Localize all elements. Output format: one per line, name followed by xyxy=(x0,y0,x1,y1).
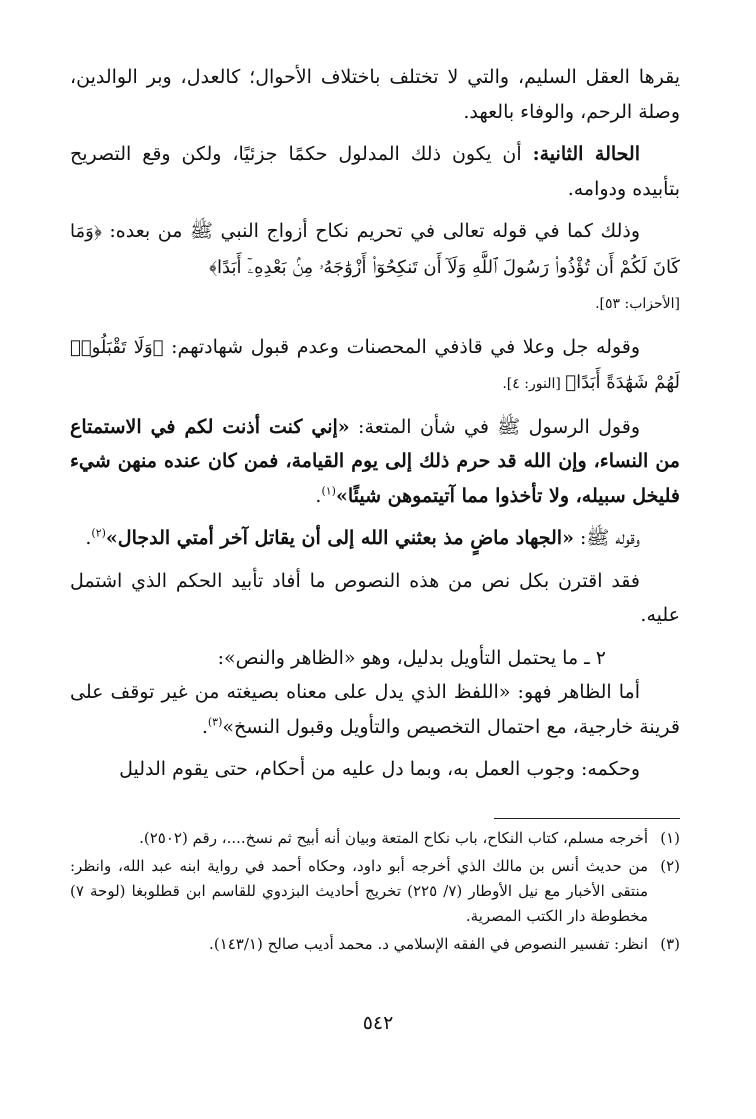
quran-verse-ahzab: ﴿وَمَا كَانَ لَكُمْ أَن تُؤْذُوا۟ رَسُولَ ٱللَّهِ وَلَآ أَن تَنكِحُوٓا۟ أَزْوَٰجَهُۥ مِنۢ بَعْدِهِۦٓ أَبَدًا﴾ xyxy=(70,221,680,278)
p6-intro: وقوله ﷺ: xyxy=(573,527,640,549)
paragraph-2 xyxy=(70,137,680,206)
paragraph-8: ٢ ـ ما يحتمل التأويل بدليل، وهو «الظاهر والنص»: xyxy=(217,646,606,669)
quran-ref-nur: [النور: ٤]. xyxy=(502,376,566,392)
case-two-label: الحالة الثانية: xyxy=(532,143,641,165)
footnote-2 xyxy=(70,854,680,929)
paragraph-9 xyxy=(70,675,680,744)
p3-intro: وذلك كما في قوله تعالى في تحريم نكاح أزواج النبي ﷺ من بعده: xyxy=(109,220,640,242)
paragraph-10: وحكمه: وجوب العمل به، وبما دل عليه من أحكام، حتى يقوم الدليل xyxy=(119,758,640,780)
footnote-number: (٢) xyxy=(660,857,680,875)
footnote-ref-2: (٢) xyxy=(91,526,106,540)
footnote-text: أخرجه مسلم، كتاب النكاح، باب نكاح المتعة وبيان أنه أبيح ثم نسخ....، رقم (٢٥٠٢). xyxy=(139,829,648,847)
paragraph-5 xyxy=(70,410,680,514)
footnote-ref-3: (٣) xyxy=(207,715,223,729)
hadith-jihad: «الجهاد ماضٍ مذ بعثني الله إلى أن يقاتل آخر أمتي الدجال» xyxy=(105,527,574,549)
footnote-separator xyxy=(494,818,680,819)
footnote-text: انظر: تفسير النصوص في الفقه الإسلامي د. محمد أديب صالح (١٤٣/١). xyxy=(209,935,648,953)
p9-end: . xyxy=(201,715,208,738)
footnote-text: من حديث أنس بن مالك الذي أخرجه أبو داود، وحكاه أحمد في رواية ابنه عبد الله، وانظر: منتقى الأخبار مع نيل الأوطار (٧/ ٢٢٥) تخريج أحاديث البزدوي للقاسم ابن قطلوبغا (لوحة ٧) مخطوطة دار الكتب المصرية. xyxy=(70,857,649,925)
p5-intro: وقول الرسول ﷺ في شأن المتعة: xyxy=(349,415,640,438)
footnote-number: (١) xyxy=(660,829,680,847)
hadith-mutah: «إني كنت أذنت لكم في الاستمتاع من النساء، وإن الله قد حرم ذلك إلى يوم القيامة، فمن كان عنده منهن شيء فليخل سبيله، ولا تأخذوا مما آتيتموهن شيئًا» xyxy=(70,415,680,507)
footnotes xyxy=(70,826,680,960)
zahir-definition: أما الظاهر فهو: «اللفظ الذي يدل على معناه بصيغته من غير توقف على قرينة خارجية، مع احتمال التخصيص والتأويل وقبول النسخ» xyxy=(70,681,680,738)
footnote-1 xyxy=(70,826,680,851)
p4-intro: وقوله جل وعلا في قاذفي المحصنات وعدم قبول شهادتهم: xyxy=(163,335,641,358)
footnote-number: (٣) xyxy=(660,935,680,953)
footnote-ref-1: (١) xyxy=(321,484,336,498)
footnote-3 xyxy=(70,932,680,957)
paragraph-6 xyxy=(70,521,680,556)
quran-verse-nur: ﴿وَلَا تَقْبَلُوا۟ لَهُمْ شَهَٰدَةً أَبَدًا﴾ xyxy=(70,336,680,393)
page-number: ٥٤٢ xyxy=(362,1012,394,1034)
p6-end: . xyxy=(85,527,92,549)
main-text xyxy=(70,60,680,787)
paragraph-7: فقد اقترن بكل نص من هذه النصوص ما أفاد تأبيد الحكم الذي اشتمل عليه. xyxy=(70,569,680,626)
case-two-text: أن يكون ذلك المدلول حكمًا جزئيًا، ولكن وقع التصريح بتأبيده ودوامه. xyxy=(70,143,680,200)
paragraph-4 xyxy=(70,330,680,402)
paragraph-1: يقرها العقل السليم، والتي لا تختلف باختلاف الأحوال؛ كالعدل، وبر الوالدين، وصلة الرحم، والوفاء بالعهد. xyxy=(70,66,680,123)
quran-ref-ahzab: [الأحزاب: ٥٣]. xyxy=(595,296,680,312)
paragraph-3 xyxy=(70,214,680,322)
p5-end: . xyxy=(315,484,322,507)
